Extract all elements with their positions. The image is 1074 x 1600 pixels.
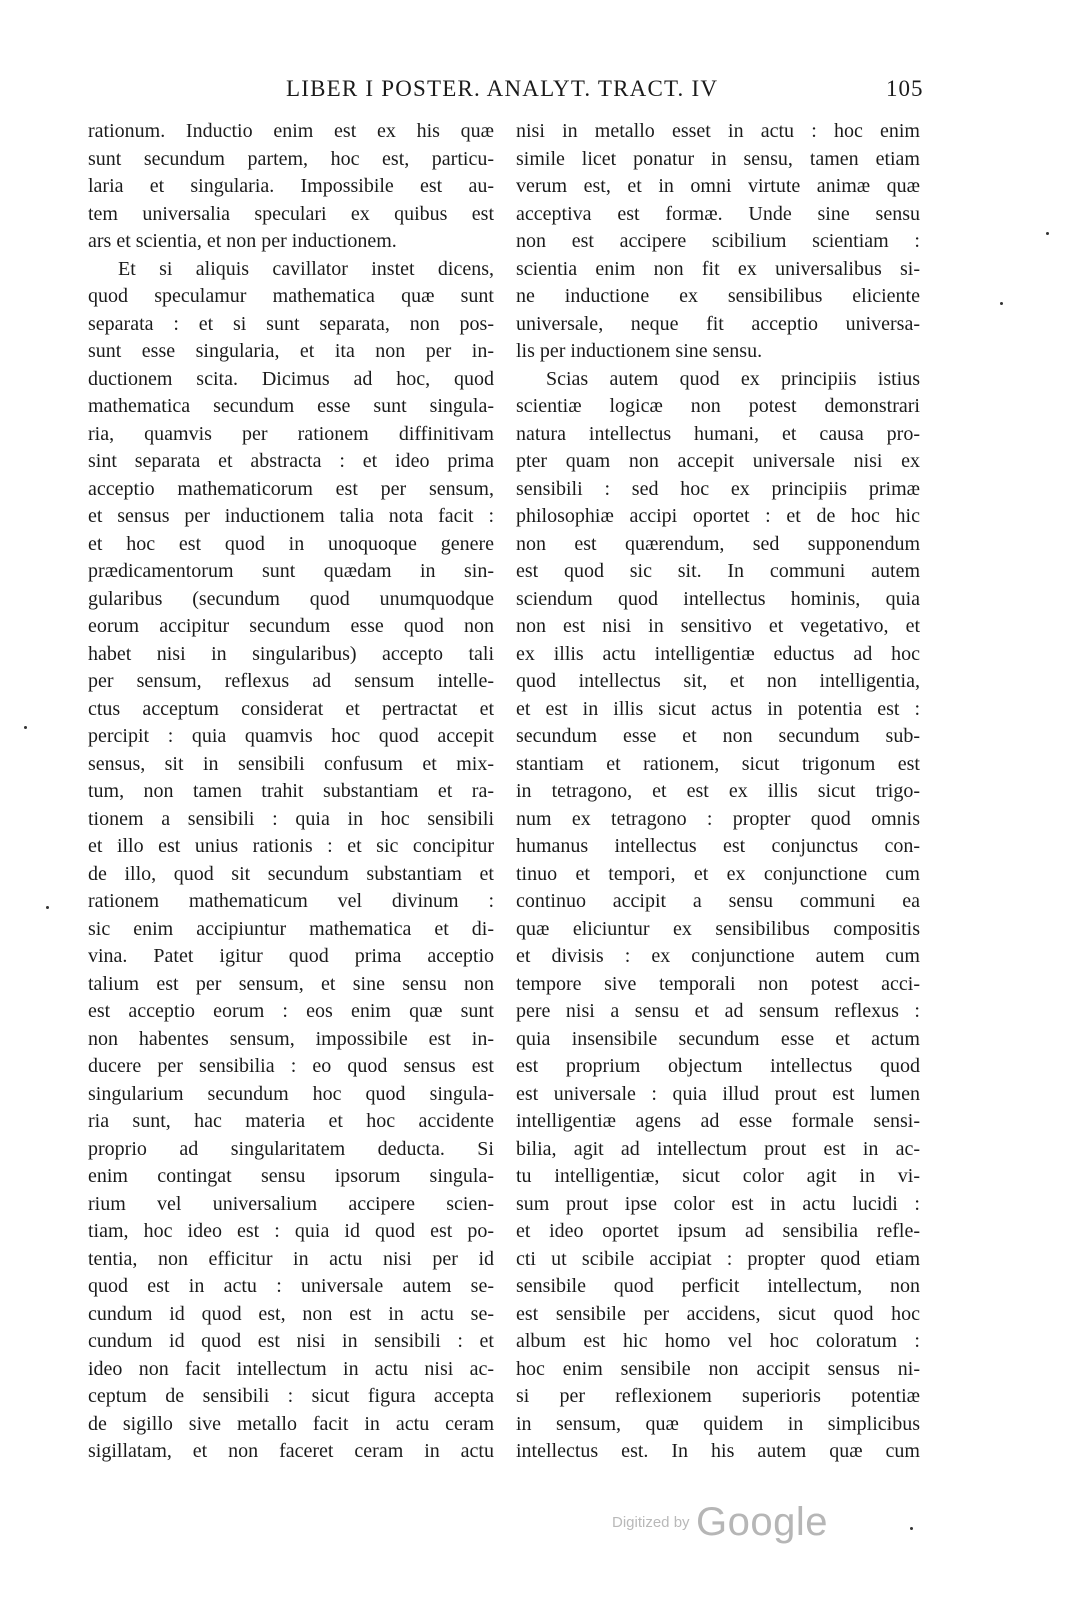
text-line: continuo accipit a sensu communi ea [516,890,920,912]
text-line: et divisis : ex conjunctione autem cum [516,945,920,967]
scan-speck [1046,232,1049,235]
text-line: pter quam non accepit universale nisi ex [516,450,920,472]
text-line: ceptum de sensibili : sicut figura accepta [88,1385,494,1407]
text-line: quod speculamur mathematica quæ sunt [88,285,494,307]
text-line: eorum accipitur secundum esse quod non [88,615,494,637]
text-line: bilia, agit ad intellectum prout est in ac- [516,1137,920,1160]
text-line: ctus acceptum considerat et pertractat et [88,697,494,720]
text-line: universale, neque fit acceptio universa- [516,312,920,335]
text-line: non est quærendum, sed supponendum [516,532,920,555]
text-line: cti ut scibile accipiat : propter quod etiam [516,1247,920,1270]
text-line: intellectus est. In his autem quæ cum [516,1440,920,1462]
text-line: non est accipere scibilium scientiam : [516,230,920,252]
text-line: tum, non tamen trahit substantiam et ra- [88,780,494,802]
text-line: acceptiva est formæ. Unde sine sensu [516,202,920,225]
scan-speck [1000,302,1003,305]
text-line: tiam, hoc ideo est : quia id quod est po- [88,1220,494,1242]
text-line: ne inductione ex sensibilibus eliciente [516,285,920,307]
text-line: quod intellectus sit, et non intelligentia, [516,670,920,692]
text-line: in tetragono, et est ex illis sicut trigo- [516,780,920,802]
text-line: habet nisi in singularibus) accepto tali [88,642,494,665]
text-line: mathematica secundum esse sunt singula- [88,395,494,417]
text-line: lis per inductionem sine sensu. [516,340,763,362]
right-text-column [516,118,920,1466]
text-line: ars et scientia, et non per inductionem. [88,230,397,252]
text-line: quæ eliciuntur ex sensibilibus compositis [516,917,920,940]
scan-speck [910,1527,913,1530]
text-line: de sigillo sive metallo facit in actu ceram [88,1412,494,1435]
text-line: sum prout ipse color est in actu lucidi : [516,1192,920,1215]
text-line: de illo, quod sit secundum substantiam et [88,862,494,885]
text-line: proprio ad singularitatem deducta. Si [88,1137,494,1160]
text-line: ductionem scita. Dicimus ad hoc, quod [88,367,494,390]
text-line: intelligentiæ agens ad esse formale sensi- [516,1110,920,1132]
text-line: verum est, et in omni virtute animæ quæ [516,175,920,197]
text-line: rium vel universalium accipere scien- [88,1192,494,1215]
text-line: enim contingat sensu ipsorum singula- [88,1165,494,1187]
text-line: tentia, non efficitur in actu nisi per id [88,1247,494,1270]
text-line: num ex tetragono : propter quod omnis [516,807,920,830]
text-line: album est hic homo vel hoc coloratum : [516,1330,920,1352]
text-line: et ideo oportet ipsum ad sensibilia refle- [516,1220,920,1242]
text-line: cundum id quod est, non est in actu se- [88,1302,494,1325]
text-line: ria sunt, hac materia et hoc accidente [88,1110,494,1132]
text-line: secundum esse et non secundum sub- [516,725,920,747]
text-line: rationem mathematicum vel divinum : [88,890,494,912]
text-line: sciendum quod intellectus hominis, quia [516,587,920,610]
text-line: tionem a sensibili : quia in hoc sensibili [88,807,494,830]
text-line: vina. Patet igitur quod prima acceptio [88,945,494,967]
text-line: stantiam et rationem, sicut trigonum est [516,752,920,775]
text-line: si per reflexionem superioris potentiæ [516,1385,920,1407]
google-logo: Google [696,1500,828,1544]
text-line: est universale : quia illud prout est lumen [516,1082,920,1105]
text-line: percipit : quia quamvis hoc quod accepit [88,725,494,747]
text-line: est acceptio eorum : eos enim quæ sunt [88,1000,494,1022]
scan-speck [46,906,49,909]
text-line: gularibus (secundum quod unumquodque [88,587,494,610]
text-line: quod est in actu : universale autem se- [88,1275,494,1297]
text-line: tempore sive temporali non potest acci- [516,972,920,995]
text-line: cundum id quod est nisi in sensibili : et [88,1330,494,1352]
text-line: tu intelligentiæ, sicut color agit in vi- [516,1165,920,1187]
text-line: ideo non facit intellectum in actu nisi ac- [88,1357,494,1380]
text-line: prædicamentorum sunt quædam in sin- [88,560,494,582]
text-line: et sensus per inductionem talia nota facit : [88,505,494,527]
text-line: sensibili : sed hoc ex principiis primæ [516,477,920,500]
text-line: est proprium objectum intellectus quod [516,1055,920,1077]
text-line: et illo est unius rationis : et sic concipitur [88,835,494,857]
digitized-by-google-watermark [612,1500,828,1550]
text-line: Scias autem quod ex principiis istius [546,367,920,390]
text-line: in sensum, quæ quidem in simplicibus [516,1412,920,1435]
running-head: LIBER I POSTER. ANALYT. TRACT. IV [286,76,719,101]
text-line: hoc enim sensibile non accipit sensus ni- [516,1357,920,1380]
text-line: quia insensibile secundum esse et actum [516,1027,920,1050]
text-line: natura intellectus humani, et causa pro- [516,422,920,445]
text-line: rationum. Inductio enim est ex his quæ [88,120,494,142]
page-number: 105 [886,76,924,101]
text-line: ducere per sensibilia : eo quod sensus est [88,1055,494,1077]
text-line: non est nisi in sensitivo et vegetativo, et [516,615,920,637]
scan-speck [24,726,27,729]
text-line: scientia enim non fit ex universalibus si- [516,257,920,280]
text-line: separata : et si sunt separata, non pos- [88,312,494,335]
text-line: ria, quamvis per rationem diffinitivam [88,422,494,445]
left-text-column [88,118,494,1466]
text-line: nisi in metallo esset in actu : hoc enim [516,120,920,142]
text-line: acceptio mathematicorum est per sensum, [88,477,494,500]
text-line: pere nisi a sensu et ad sensum reflexus : [516,1000,920,1022]
text-line: singularium secundum hoc quod singula- [88,1082,494,1105]
text-line: tinuo et tempori, et ex conjunctione cum [516,862,920,885]
text-line: sensibile quod perficit intellectum, non [516,1275,920,1297]
text-line: sensus, sit in sensibili confusum et mix- [88,752,494,775]
text-line: sunt esse singularia, et ita non per in- [88,340,494,362]
digitized-by-label: Digitized by [612,1514,690,1531]
text-line: sigillatam, et non faceret ceram in actu [88,1440,494,1462]
text-line: sint separata et abstracta : et ideo prima [88,450,494,472]
text-line: philosophiæ accipi oportet : et de hoc hic [516,505,920,527]
text-line: et hoc est quod in unoquoque genere [88,532,494,555]
text-line: sic enim accipiuntur mathematica et di- [88,917,494,940]
text-line: talium est per sensum, et sine sensu non [88,972,494,995]
text-line: et est in illis sicut actus in potentia est : [516,697,920,720]
text-line: tem universalia speculari ex quibus est [88,202,494,225]
text-line: non habentes sensum, impossibile est in- [88,1027,494,1050]
text-line: per sensum, reflexus ad sensum intelle- [88,670,494,692]
text-line: est sensibile per accidens, sicut quod hoc [516,1302,920,1325]
text-line: laria et singularia. Impossibile est au- [88,175,494,197]
text-line: simile licet ponatur in sensu, tamen etiam [516,147,920,170]
text-line: humanus intellectus est conjunctus con- [516,835,920,857]
text-line: ex illis actu intelligentiæ eductus ad hoc [516,642,920,665]
text-line: scientiæ logicæ non potest demonstrari [516,395,920,417]
text-line: est quod sic sit. In communi autem [516,560,920,582]
text-line: sunt secundum partem, hoc est, particu- [88,147,494,170]
text-line: Et si aliquis cavillator instet dicens, [118,257,494,280]
